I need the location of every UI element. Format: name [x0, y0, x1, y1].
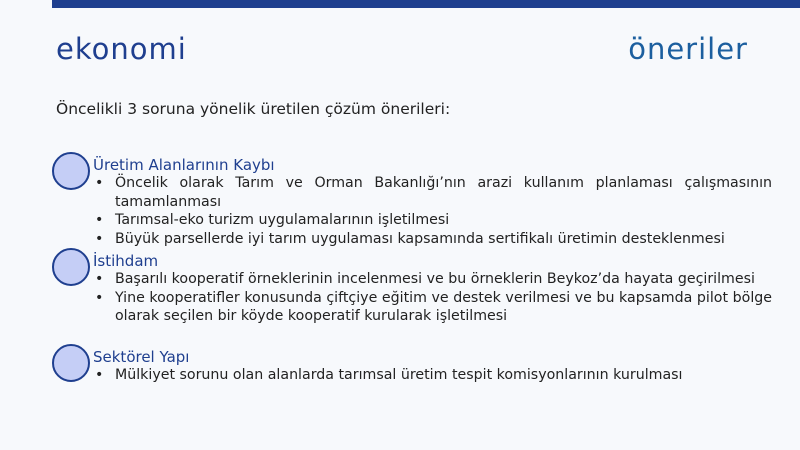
bullet-list	[52, 366, 772, 385]
bullet-list	[52, 270, 772, 326]
list-item: • Tarımsal-eko turizm uygulamalarının işletilmesi	[95, 212, 450, 228]
list-item: • Yine kooperatifler konusunda çiftçiye eğitim ve destek verilmesi ve bu kapsamda pilot bölge olarak seçilen bir köyde kooperatif kurularak işletilmesi	[95, 289, 772, 324]
list-item: • Büyük parsellerde iyi tarım uygulaması kapsamında sertifikalı üretimin desteklenmesi	[95, 230, 725, 247]
list-item: • Başarılı kooperatif örneklerinin incelenmesi ve bu örneklerin Beykoz’da hayata geçirilmesi	[95, 271, 755, 287]
bullet-icon: •	[95, 175, 104, 191]
circle-marker-icon	[52, 152, 90, 190]
bullet-icon: •	[95, 367, 104, 383]
circle-marker-icon	[52, 248, 90, 286]
circle-marker-icon	[52, 344, 90, 382]
section-istihdam	[52, 252, 772, 326]
bullet-icon: •	[95, 271, 104, 287]
section-heading: Üretim Alanlarının Kaybı	[93, 156, 275, 174]
list-item: • Mülkiyet sorunu olan alanlarda tarımsal üretim tespit komisyonlarının kurulması	[95, 367, 683, 383]
section-heading: İstihdam	[93, 252, 159, 270]
section-sektorel-yapi	[52, 348, 772, 385]
section-uretim-alanlari	[52, 156, 772, 248]
intro-text: Öncelikli 3 soruna yönelik üretilen çözüm önerileri:	[56, 100, 451, 118]
bullet-icon: •	[95, 212, 104, 228]
page-subtitle: öneriler	[628, 32, 748, 66]
bullet-list	[52, 174, 772, 248]
top-accent-bar	[52, 0, 800, 8]
bullet-icon: •	[95, 230, 104, 247]
section-heading: Sektörel Yapı	[93, 348, 190, 366]
list-item: • Öncelik olarak Tarım ve Orman Bakanlığı’nın arazi kullanım planlaması çalışmasının tamamlanması	[95, 175, 772, 210]
page-title: ekonomi	[56, 32, 187, 66]
bullet-icon: •	[95, 289, 104, 306]
